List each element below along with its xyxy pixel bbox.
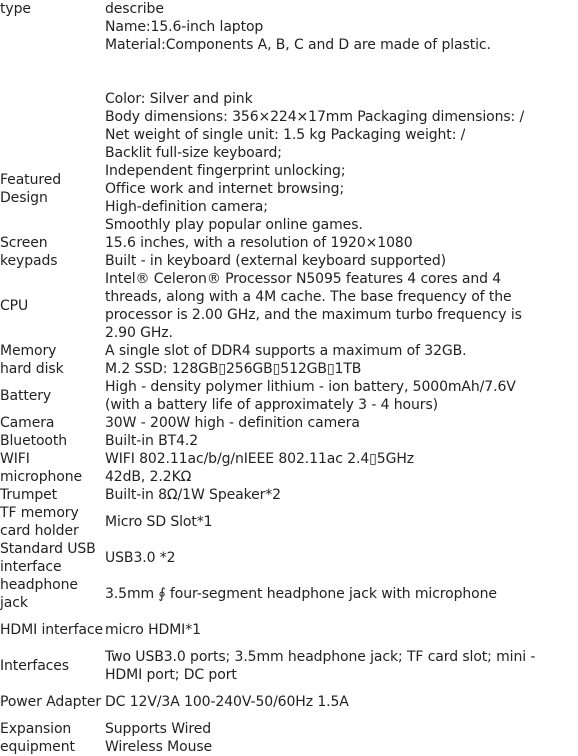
spec-label: hard disk	[0, 361, 64, 377]
spec-row-keypads	[0, 252, 578, 270]
spec-row-cpu	[0, 270, 578, 342]
spec-row-hdmi	[0, 612, 578, 648]
spec-row-memory	[0, 342, 578, 360]
spec-row-camera	[0, 414, 578, 432]
spec-row-screen	[0, 234, 578, 252]
spec-value-line: processor is 2.00 GHz, and the maximum turbo frequency is	[105, 307, 522, 323]
spec-value	[104, 450, 578, 468]
spec-value	[104, 270, 578, 342]
spec-label: Memory	[0, 343, 57, 359]
spec-value	[104, 468, 578, 486]
spec-label: Standard USB interface	[0, 541, 96, 575]
spec-row-power-adapter	[0, 684, 578, 720]
spec-value-line: Intel® Celeron® Processor N5095 features 4 cores and 4	[105, 271, 502, 287]
spec-value-line: High - density polymer lithium - ion battery, 5000mAh/7.6V	[105, 379, 516, 395]
spec-label: CPU	[0, 298, 29, 314]
spec-value	[104, 549, 578, 567]
spec-value-line: Office work and internet browsing;	[105, 181, 345, 197]
spec-value	[104, 621, 578, 639]
spec-value-line: Smoothly play popular online games.	[105, 217, 363, 233]
spec-row-trumpet	[0, 486, 578, 504]
spec-value-line: DC 12V/3A 100-240V-50/60Hz 1.5A	[105, 694, 349, 710]
spec-value	[104, 378, 578, 414]
spec-row-headphone	[0, 576, 578, 612]
spec-value-line: Name:15.6-inch laptop	[105, 19, 264, 35]
spec-value	[104, 0, 578, 54]
spec-row-tf-memory	[0, 504, 578, 540]
spec-label: TF memory card holder	[0, 505, 79, 539]
spec-value-line: M.2 SSD: 128GB▯256GB▯512GB▯1TB	[105, 361, 362, 377]
spec-row-hard-disk	[0, 360, 578, 378]
spec-label: HDMI interface	[0, 622, 104, 638]
spec-value	[104, 144, 578, 234]
spec-row-featured-design	[0, 144, 578, 234]
spec-value-line: describe	[105, 1, 164, 17]
spec-value	[104, 342, 578, 360]
spec-value-line: High-definition camera;	[105, 199, 268, 215]
spec-value	[104, 585, 578, 603]
spec-value	[104, 513, 578, 531]
spec-value-line: 30W - 200W high - definition camera	[105, 415, 360, 431]
spec-row-microphone	[0, 468, 578, 486]
spec-value-line: Built-in BT4.2	[105, 433, 199, 449]
spec-label: Bluetooth	[0, 433, 68, 449]
spec-value-line: Wireless Mouse	[105, 739, 213, 755]
spec-value-line: Built - in keyboard (external keyboard supported)	[105, 253, 447, 269]
spec-value	[104, 360, 578, 378]
spec-value-line: Color: Silver and pink	[105, 91, 253, 107]
spec-value	[104, 414, 578, 432]
spec-label: microphone	[0, 469, 83, 485]
spec-value-line: Net weight of single unit: 1.5 kg Packaging weight: /	[105, 127, 466, 143]
spec-value	[104, 252, 578, 270]
spec-row-battery	[0, 378, 578, 414]
spec-value	[104, 648, 578, 684]
spec-row-usb	[0, 540, 578, 576]
spec-label: Power Adapter	[0, 694, 102, 710]
spec-label: Battery	[0, 388, 52, 404]
spec-row-wifi	[0, 450, 578, 468]
spec-value-line: HDMI port; DC port	[105, 667, 237, 683]
spec-value-line: Body dimensions: 356×224×17mm Packaging dimensions: /	[105, 109, 525, 125]
spec-label: Featured Design	[0, 172, 61, 206]
spec-value	[104, 234, 578, 252]
spec-label: Interfaces	[0, 658, 69, 674]
spec-label: WIFI	[0, 451, 30, 467]
spec-label: Camera	[0, 415, 55, 431]
spec-label: Trumpet	[0, 487, 58, 503]
spec-value	[104, 720, 578, 756]
spec-label: headphone jack	[0, 577, 78, 611]
spec-value-line: (with a battery life of approximately 3 - 4 hours)	[105, 397, 439, 413]
spec-value	[104, 693, 578, 711]
spec-row-expansion	[0, 720, 578, 756]
spec-label: Expansion equipment	[0, 721, 75, 755]
spec-row-type	[0, 0, 578, 54]
spec-value-line: threads, along with a 4M cache. The base frequency of the	[105, 289, 512, 305]
spec-value	[104, 486, 578, 504]
spec-label: Screen	[0, 235, 48, 251]
spec-value	[104, 90, 578, 144]
spec-value-line: 3.5mm ∮ four-segment headphone jack with microphone	[105, 586, 497, 602]
spec-value-line: USB3.0 *2	[105, 550, 176, 566]
spec-value-line: WIFI 802.11ac/b/g/nIEEE 802.11ac 2.4▯5GHz	[105, 451, 414, 467]
spec-value-line: A single slot of DDR4 supports a maximum of 32GB.	[105, 343, 467, 359]
spec-row-interfaces	[0, 648, 578, 684]
spec-label: type	[0, 1, 31, 17]
spec-value-line: Built-in 8Ω/1W Speaker*2	[105, 487, 281, 503]
spec-value-line: micro HDMI*1	[105, 622, 201, 638]
spec-value-line: 2.90 GHz.	[105, 325, 173, 341]
spec-value-line: 15.6 inches, with a resolution of 1920×1080	[105, 235, 413, 251]
spec-value-line: Supports Wired	[105, 721, 212, 737]
spec-value-line: Backlit full-size keyboard;	[105, 145, 282, 161]
spec-value-line: Independent fingerprint unlocking;	[105, 163, 346, 179]
spec-value-line: Two USB3.0 ports; 3.5mm headphone jack; TF card slot; mini -	[105, 649, 536, 665]
spec-value-line: 42dB, 2.2KΩ	[105, 469, 192, 485]
spec-row-bluetooth	[0, 432, 578, 450]
spec-row-appearance	[0, 90, 578, 144]
spec-label: keypads	[0, 253, 58, 269]
spec-value	[104, 432, 578, 450]
spec-value-line: Material:Components A, B, C and D are made of plastic.	[105, 37, 491, 53]
spec-value-line: Micro SD Slot*1	[105, 514, 213, 530]
